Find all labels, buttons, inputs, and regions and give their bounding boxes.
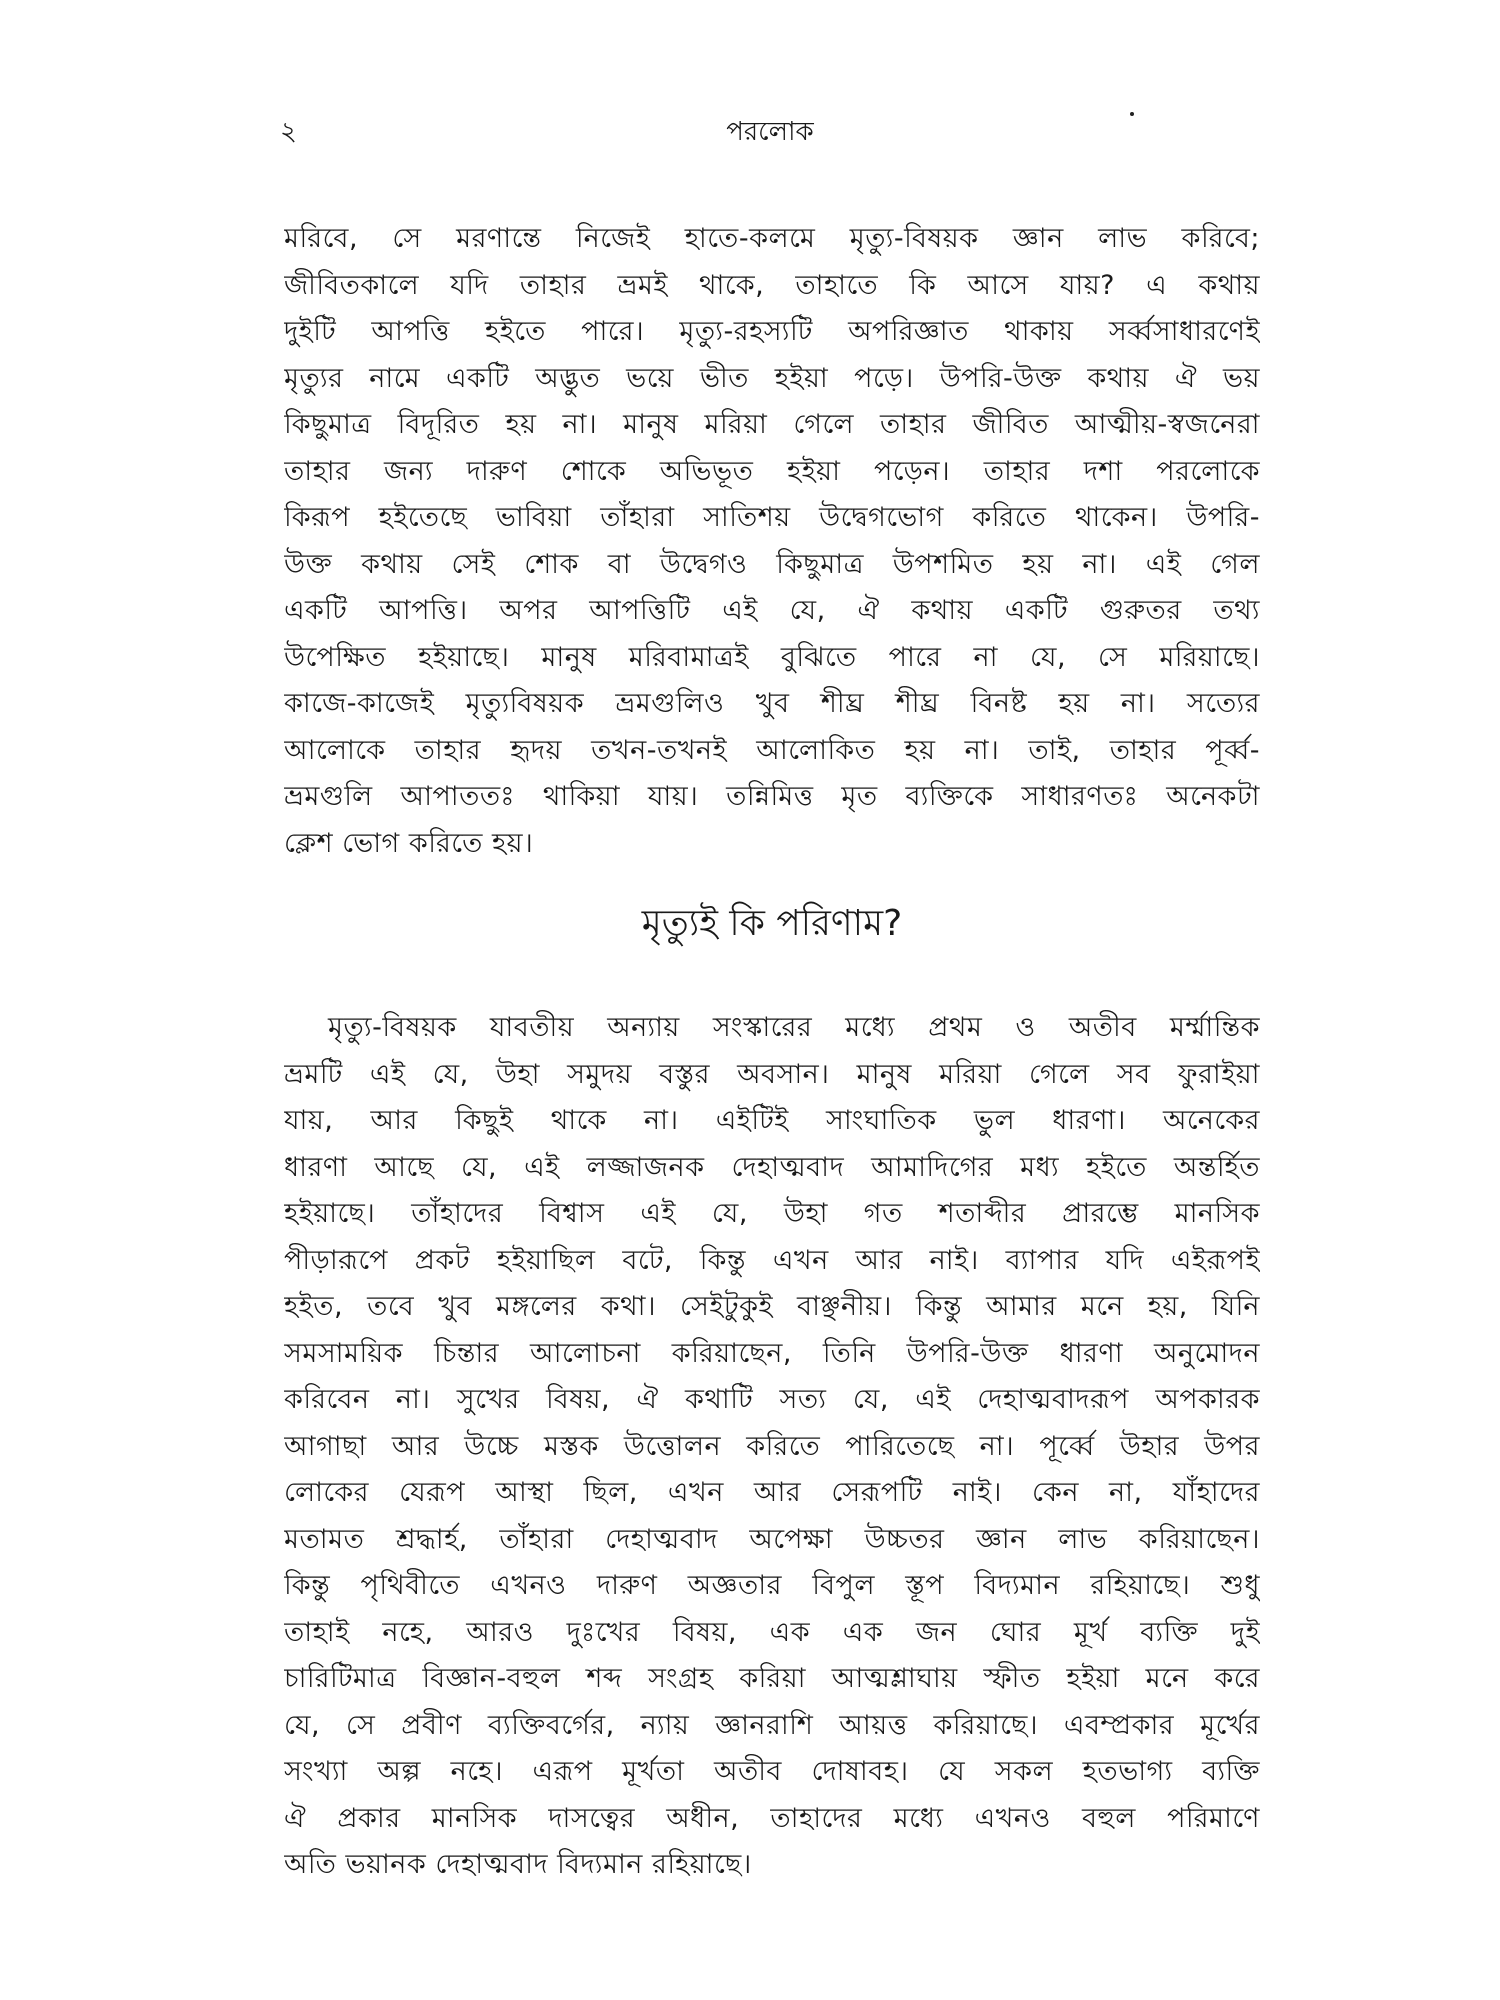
text-line: হইত, তবে খুব মঙ্গলের কথা। সেইটুকুই বাঞ্ছনীয়। কিন্তু আমার মনে হয়, যিনি (284, 1291, 1260, 1322)
text-line: আগাছা আর উচ্চে মস্তক উত্তোলন করিতে পারিতেছে না। পূর্ব্বে উহার উপর (284, 1430, 1260, 1462)
paragraph-2 (284, 1005, 1260, 1889)
text-line: জীবিতকালে যদি তাহার ভ্রমই থাকে, তাহাতে কি আসে যায়? এ কথায় (284, 269, 1260, 301)
text-line: সমসাময়িক চিন্তার আলোচনা করিয়াছেন, তিনি উপরি-উক্ত ধারণা অনুমোদন (284, 1337, 1260, 1369)
text-line: উক্ত কথায় সেই শোক বা উদ্বেগও কিছুমাত্র উপশমিত হয় না। এই গেল (284, 548, 1260, 580)
text-line: করিবেন না। সুখের বিষয়, ঐ কথাটি সত্য যে, এই দেহাত্মবাদরূপ অপকারক (284, 1384, 1260, 1415)
text-line: মতামত শ্রদ্ধার্হ, তাঁহারা দেহাত্মবাদ অপেক্ষা উচ্চতর জ্ঞান লাভ করিয়াছেন। (284, 1523, 1260, 1555)
section-heading: মৃত্যুই কি পরিণাম? (641, 903, 903, 944)
text-line: অতি ভয়ানক দেহাত্মবাদ বিদ্যমান রহিয়াছে। (284, 1849, 752, 1880)
text-line: চারিটিমাত্র বিজ্ঞান-বহুল শব্দ সংগ্রহ করিয়া আত্মশ্লাঘায় স্ফীত হইয়া মনে করে (284, 1663, 1260, 1694)
text-line: ঐ প্রকার মানসিক দাসত্বের অধীন, তাহাদের মধ্যে এখনও বহুল পরিমাণে (284, 1802, 1260, 1834)
page-number: ২ (280, 117, 297, 147)
text-line: সংখ্যা অল্প নহে। এরূপ মূর্খতা অতীব দোষাবহ। যে সকল হতভাগ্য ব্যক্তি (284, 1756, 1260, 1787)
text-line: মরিবে, সে মরণান্তে নিজেই হাতে-কলমে মৃত্যু-বিষয়ক জ্ঞান লাভ করিবে; (284, 223, 1260, 254)
page-header (280, 112, 1260, 152)
text-line: ভ্রমগুলি আপাততঃ থাকিয়া যায়। তন্নিমিত্ত মৃত ব্যক্তিকে সাধারণতঃ অনেকটা (284, 781, 1260, 812)
text-line: হইয়াছে। তাঁহাদের বিশ্বাস এই যে, উহা গত শতাব্দীর প্রারম্ভে মানসিক (284, 1198, 1260, 1229)
text-line: মৃত্যু-বিষয়ক যাবতীয় অন্যায় সংস্কারের মধ্যে প্রথম ও অতীব মর্ম্মান্তিক (328, 1012, 1260, 1043)
text-line: তাহাই নহে, আরও দুঃখের বিষয়, এক এক জন ঘোর মূর্খ ব্যক্তি দুই (284, 1616, 1260, 1648)
text-line: কিন্তু পৃথিবীতে এখনও দারুণ অজ্ঞতার বিপুল স্তূপ বিদ্যমান রহিয়াছে। শুধু (284, 1570, 1260, 1601)
text-line: ভ্রমটি এই যে, উহা সমুদয় বস্তুর অবসান। মানুষ মরিয়া গেলে সব ফুরাইয়া (284, 1058, 1260, 1090)
print-speck (1130, 112, 1134, 116)
text-line: উপেক্ষিত হইয়াছে। মানুষ মরিবামাত্রই বুঝিতে পারে না যে, সে মরিয়াছে। (284, 641, 1260, 673)
text-line: ক্লেশ ভোগ করিতে হয়। (284, 827, 534, 859)
text-line: দুইটি আপত্তি হইতে পারে। মৃত্যু-রহস্যটি অপরিজ্ঞাত থাকায় সর্ব্বসাধারণেই (284, 316, 1260, 347)
text-line: আলোকে তাহার হৃদয় তখন-তখনই আলোকিত হয় না। তাই, তাহার পূর্ব্ব- (284, 734, 1260, 766)
text-line: কিছুমাত্র বিদূরিত হয় না। মানুষ মরিয়া গেলে তাহার জীবিত আত্মীয়-স্বজনেরা (284, 409, 1260, 440)
paragraph-1 (284, 216, 1260, 867)
text-line: কিরূপ হইতেছে ভাবিয়া তাঁহারা সাতিশয় উদ্বেগভোগ করিতে থাকেন। উপরি- (284, 502, 1260, 533)
text-line: একটি আপত্তি। অপর আপত্তিটি এই যে, ঐ কথায় একটি গুরুতর তথ্য (284, 595, 1260, 626)
text-line: লোকের যেরূপ আস্থা ছিল, এখন আর সেরূপটি নাই। কেন না, যাঁহাদের (284, 1477, 1260, 1508)
text-line: তাহার জন্য দারুণ শোকে অভিভূত হইয়া পড়েন। তাহার দশা পরলোকে (284, 455, 1260, 487)
running-title: পরলোক (726, 117, 814, 147)
text-line: ধারণা আছে যে, এই লজ্জাজনক দেহাত্মবাদ আমাদিগের মধ্য হইতে অন্তর্হিত (284, 1151, 1260, 1183)
text-line: মৃত্যুর নামে একটি অদ্ভুত ভয়ে ভীত হইয়া পড়ে। উপরি-উক্ত কথায় ঐ ভয় (284, 362, 1260, 394)
text-line: পীড়ারূপে প্রকট হইয়াছিল বটে, কিন্তু এখন আর নাই। ব্যাপার যদি এইরূপই (284, 1244, 1260, 1276)
text-line: যায়, আর কিছুই থাকে না। এইটিই সাংঘাতিক ভুল ধারণা। অনেকের (284, 1105, 1260, 1136)
text-line: কাজে-কাজেই মৃত্যুবিষয়ক ভ্রমগুলিও খুব শীঘ্র শীঘ্র বিনষ্ট হয় না। সত্যের (284, 688, 1260, 719)
text-line: যে, সে প্রবীণ ব্যক্তিবর্গের, ন্যায় জ্ঞানরাশি আয়ত্ত করিয়াছে। এবম্প্রকার মূর্খের (284, 1709, 1260, 1741)
